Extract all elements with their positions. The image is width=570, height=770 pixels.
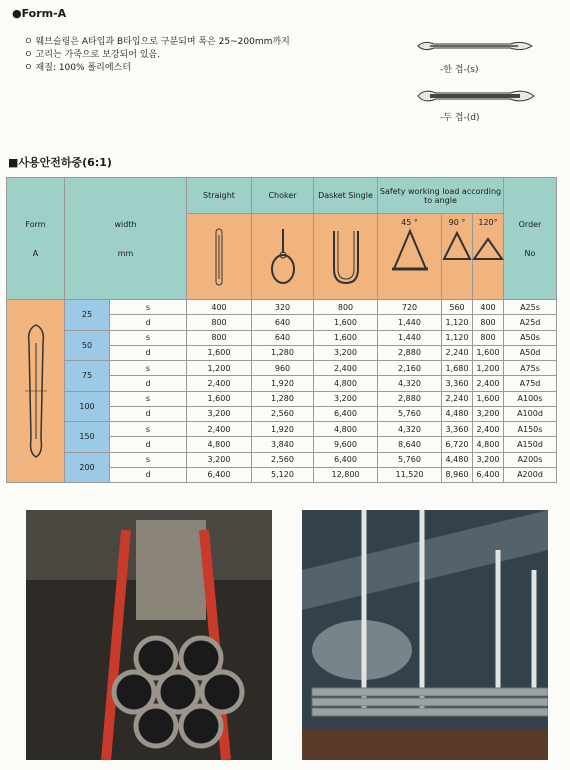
load-value-cell: 1,200 bbox=[473, 361, 504, 376]
feature-item: ㅇ 고리는 가죽으로 보강되어 있음. bbox=[24, 50, 161, 60]
load-value-cell: 4,800 bbox=[473, 437, 504, 452]
width-label: width bbox=[114, 219, 137, 229]
ply-cell: s bbox=[110, 392, 187, 407]
choker-sling-icon bbox=[268, 227, 298, 287]
load-value-cell: 2,560 bbox=[252, 407, 314, 422]
angle-45-diagram bbox=[378, 214, 442, 300]
straight-diagram bbox=[187, 214, 252, 300]
ply-cell: s bbox=[110, 300, 187, 315]
choker-header: Choker bbox=[252, 178, 314, 214]
load-value-cell: 1,920 bbox=[252, 422, 314, 437]
load-value-cell: 2,240 bbox=[442, 346, 473, 361]
load-value-cell: 6,400 bbox=[473, 468, 504, 483]
order-no-cell: A150d bbox=[504, 437, 557, 452]
load-value-cell: 5,120 bbox=[252, 468, 314, 483]
load-value-cell: 640 bbox=[252, 331, 314, 346]
pipe-bundle-photo bbox=[26, 510, 272, 760]
order-no-cell: A150s bbox=[504, 422, 557, 437]
load-value-cell: 2,400 bbox=[473, 422, 504, 437]
single-ply-sling-icon bbox=[418, 42, 532, 49]
load-value-cell: 6,400 bbox=[187, 468, 252, 483]
load-value-cell: 4,800 bbox=[314, 376, 378, 391]
load-value-cell: 960 bbox=[252, 361, 314, 376]
basket-header: Dasket Single bbox=[314, 178, 378, 214]
load-value-cell: 3,360 bbox=[442, 422, 473, 437]
order-no-cell: A200d bbox=[504, 468, 557, 483]
load-value-cell: 4,800 bbox=[187, 437, 252, 452]
width-cell: 25 bbox=[65, 300, 110, 331]
ply-cell: d bbox=[110, 407, 187, 422]
order-no-cell: A100s bbox=[504, 392, 557, 407]
angle-120-diagram bbox=[473, 214, 504, 300]
load-value-cell: 1,280 bbox=[252, 392, 314, 407]
load-value-cell: 4,480 bbox=[442, 407, 473, 422]
load-value-cell: 4,480 bbox=[442, 453, 473, 468]
double-ply-sling-icon bbox=[418, 91, 534, 101]
load-value-cell: 3,360 bbox=[442, 376, 473, 391]
page-title: ●Form-A bbox=[12, 7, 67, 20]
ply-cell: s bbox=[110, 453, 187, 468]
angle-90-diagram bbox=[442, 214, 473, 300]
order-no-cell: A75s bbox=[504, 361, 557, 376]
load-value-cell: 800 bbox=[187, 331, 252, 346]
load-value-cell: 800 bbox=[473, 331, 504, 346]
ply-cell: d bbox=[110, 468, 187, 483]
ply-cell: s bbox=[110, 331, 187, 346]
load-value-cell: 2,880 bbox=[378, 346, 442, 361]
order-no-cell: A25s bbox=[504, 300, 557, 315]
load-value-cell: 12,800 bbox=[314, 468, 378, 483]
straight-sling-icon bbox=[209, 227, 229, 287]
straight-header: Straight bbox=[187, 178, 252, 214]
angle-120-diagram-label: 120° bbox=[478, 218, 498, 227]
section-title: ■사용안전하중(6:1) bbox=[8, 156, 112, 169]
load-value-cell: 2,880 bbox=[378, 392, 442, 407]
load-value-cell: 1,440 bbox=[378, 331, 442, 346]
photo-pipe-lift-factory bbox=[302, 510, 548, 760]
ply-cell: d bbox=[110, 346, 187, 361]
load-value-cell: 1,600 bbox=[187, 346, 252, 361]
ply-cell: d bbox=[110, 376, 187, 391]
load-value-cell: 720 bbox=[378, 300, 442, 315]
form-header bbox=[7, 178, 65, 300]
load-value-cell: 3,200 bbox=[187, 453, 252, 468]
load-value-cell: 320 bbox=[252, 300, 314, 315]
width-cell: 200 bbox=[65, 453, 110, 484]
load-value-cell: 9,600 bbox=[314, 437, 378, 452]
factory-lift-photo bbox=[302, 510, 548, 760]
load-value-cell: 2,400 bbox=[473, 376, 504, 391]
load-value-cell: 3,200 bbox=[314, 392, 378, 407]
load-value-cell: 560 bbox=[442, 300, 473, 315]
ply-cell: d bbox=[110, 315, 187, 330]
basket-sling-icon bbox=[326, 227, 366, 287]
load-value-cell: 1,120 bbox=[442, 315, 473, 330]
load-value-cell: 2,240 bbox=[442, 392, 473, 407]
photo-pipe-bundle-lift bbox=[26, 510, 272, 760]
load-value-cell: 6,400 bbox=[314, 453, 378, 468]
form-a-diagram bbox=[7, 300, 65, 483]
load-value-cell: 2,400 bbox=[187, 376, 252, 391]
load-value-cell: 5,760 bbox=[378, 407, 442, 422]
angle-90-diagram-sling-icon bbox=[442, 227, 472, 267]
angle-120-diagram-sling-icon bbox=[473, 227, 503, 267]
load-value-cell: 3,200 bbox=[473, 407, 504, 422]
feature-list bbox=[24, 36, 290, 75]
load-value-cell: 1,600 bbox=[314, 315, 378, 330]
load-value-cell: 2,160 bbox=[378, 361, 442, 376]
sling-illustrations bbox=[410, 36, 550, 116]
safe-load-table bbox=[6, 177, 557, 483]
order-label: Order bbox=[518, 219, 542, 229]
load-value-cell: 800 bbox=[473, 315, 504, 330]
load-value-cell: 800 bbox=[187, 315, 252, 330]
load-value-cell: 11,520 bbox=[378, 468, 442, 483]
form-a-sling-icon bbox=[21, 321, 51, 461]
load-value-cell: 3,200 bbox=[473, 453, 504, 468]
load-value-cell: 640 bbox=[252, 315, 314, 330]
load-value-cell: 6,400 bbox=[314, 407, 378, 422]
width-cell: 100 bbox=[65, 392, 110, 423]
ply-cell: s bbox=[110, 361, 187, 376]
load-value-cell: 1,600 bbox=[187, 392, 252, 407]
order-no-cell: A50d bbox=[504, 346, 557, 361]
feature-item: ㅇ 웨브슬링은 A타입과 B타입으로 구분되며 폭은 25~200mm까지 bbox=[24, 37, 290, 47]
angle-45-label: 45 ° bbox=[401, 218, 418, 227]
load-value-cell: 4,800 bbox=[314, 422, 378, 437]
ply-cell: d bbox=[110, 437, 187, 452]
order-no-cell: A25d bbox=[504, 315, 557, 330]
choker-diagram bbox=[252, 214, 314, 300]
angle-header: Safety working load according to angle bbox=[378, 178, 504, 214]
load-value-cell: 4,320 bbox=[378, 376, 442, 391]
load-value-cell: 1,680 bbox=[442, 361, 473, 376]
load-value-cell: 1,920 bbox=[252, 376, 314, 391]
load-value-cell: 1,600 bbox=[473, 392, 504, 407]
order-no-cell: A75d bbox=[504, 376, 557, 391]
form-label: Form bbox=[25, 219, 46, 229]
load-value-cell: 6,720 bbox=[442, 437, 473, 452]
basket-diagram bbox=[314, 214, 378, 300]
width-cell: 150 bbox=[65, 422, 110, 453]
load-value-cell: 2,560 bbox=[252, 453, 314, 468]
load-value-cell: 8,960 bbox=[442, 468, 473, 483]
load-value-cell: 5,760 bbox=[378, 453, 442, 468]
feature-item: ㅇ 재질: 100% 폴리에스터 bbox=[24, 63, 131, 73]
load-value-cell: 400 bbox=[187, 300, 252, 315]
width-header bbox=[65, 178, 187, 300]
load-value-cell: 800 bbox=[314, 300, 378, 315]
angle-90-diagram-label: 90 ° bbox=[448, 218, 466, 227]
load-value-cell: 3,200 bbox=[187, 407, 252, 422]
load-value-cell: 1,200 bbox=[187, 361, 252, 376]
load-value-cell: 400 bbox=[473, 300, 504, 315]
load-value-cell: 3,840 bbox=[252, 437, 314, 452]
load-value-cell: 1,120 bbox=[442, 331, 473, 346]
width-cell: 50 bbox=[65, 331, 110, 362]
load-value-cell: 1,600 bbox=[473, 346, 504, 361]
load-value-cell: 2,400 bbox=[314, 361, 378, 376]
order-no: No bbox=[524, 248, 536, 258]
load-value-cell: 3,200 bbox=[314, 346, 378, 361]
load-value-cell: 1,440 bbox=[378, 315, 442, 330]
order-no-cell: A100d bbox=[504, 407, 557, 422]
width-unit: mm bbox=[117, 248, 134, 258]
ply-cell: s bbox=[110, 422, 187, 437]
load-value-cell: 1,280 bbox=[252, 346, 314, 361]
load-value-cell: 2,400 bbox=[187, 422, 252, 437]
double-ply-caption: -두 겹-(d) bbox=[440, 113, 480, 123]
load-value-cell: 1,600 bbox=[314, 331, 378, 346]
single-ply-caption: -한 겹-(s) bbox=[440, 65, 479, 75]
order-header bbox=[504, 178, 557, 300]
width-cell: 75 bbox=[65, 361, 110, 392]
load-value-cell: 8,640 bbox=[378, 437, 442, 452]
load-value-cell: 4,320 bbox=[378, 422, 442, 437]
form-value: A bbox=[32, 248, 39, 258]
order-no-cell: A50s bbox=[504, 331, 557, 346]
order-no-cell: A200s bbox=[504, 453, 557, 468]
angle-45-sling-icon bbox=[388, 227, 432, 277]
